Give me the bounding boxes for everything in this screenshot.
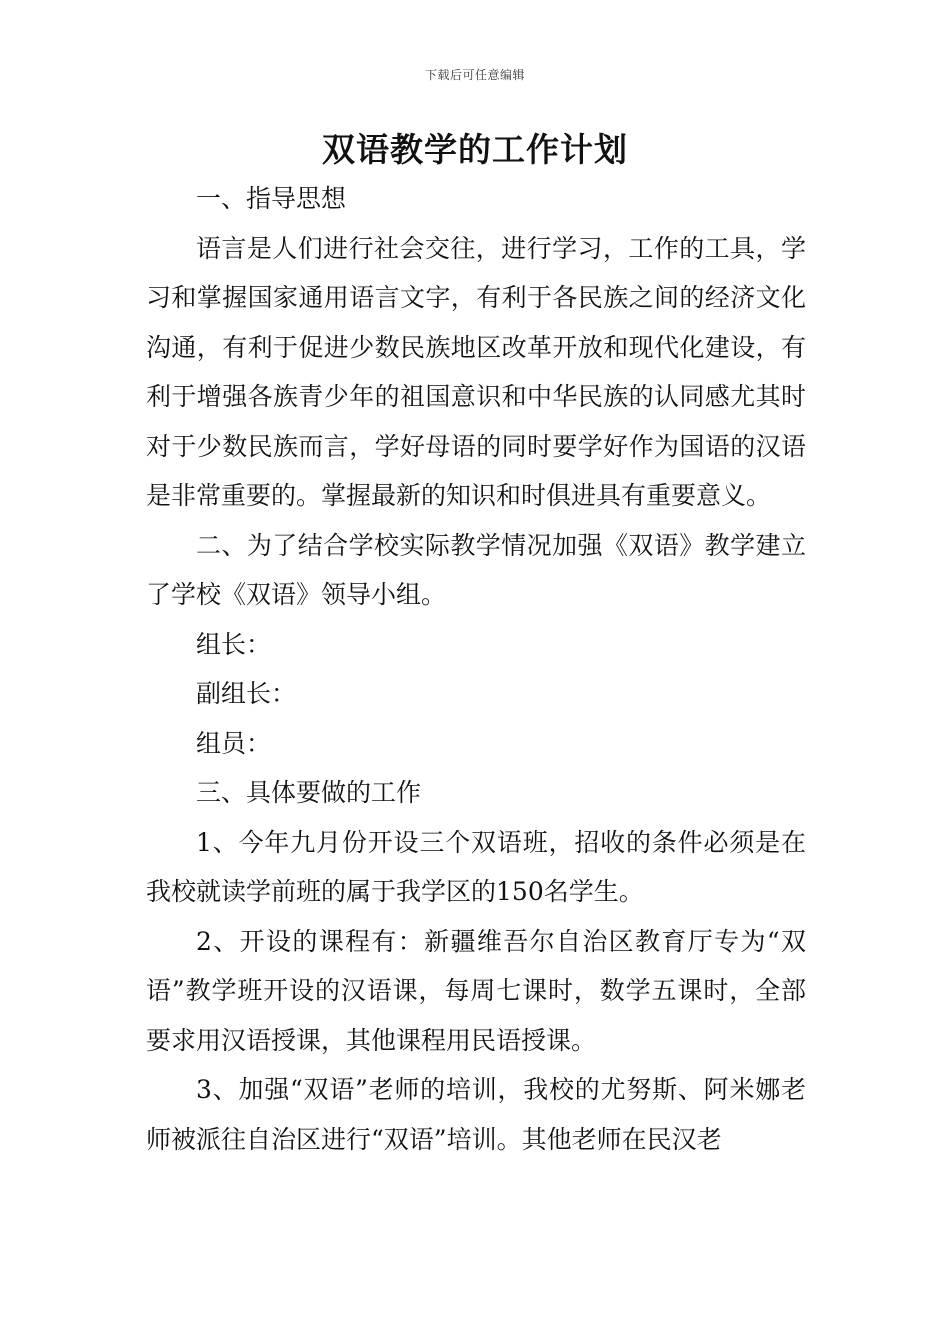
document-title: 双语教学的工作计划	[322, 130, 628, 169]
work-item-1: 1、今年九月份开设三个双语班，招收的条件必须是在我校就读学前班的属于我学区的150名学生。	[146, 827, 806, 906]
section-heading-guiding-thought: 一、指导思想	[196, 184, 347, 213]
group-members-line: 组员：	[196, 728, 272, 758]
section-heading-specific-work: 三、具体要做的工作	[196, 778, 422, 807]
section-heading-leadership-group: 二、为了结合学校实际教学情况加强《双语》教学建立了学校《双语》领导小组。	[146, 530, 806, 609]
document-body	[146, 174, 806, 1164]
header-note: 下载后可任意编辑	[424, 68, 525, 82]
work-item-2: 2、开设的课程有：新疆维吾尔自治区教育厅专为“双语”教学班开设的汉语课，每周七课时，数学五课时，全部要求用汉语授课，其他课程用民语授课。	[146, 926, 806, 1055]
work-item-3: 3、加强“双语”老师的培训，我校的尤努斯、阿米娜老师被派往自治区进行“双语”培训。其他老师在民汉老	[146, 1075, 806, 1154]
deputy-leader-line: 副组长：	[196, 679, 297, 708]
group-leader-line: 组长：	[196, 629, 272, 659]
paragraph-language-importance: 语言是人们进行社会交往，进行学习，工作的工具，学习和掌握国家通用语言文字，有利于各民族之间的经济文化沟通，有利于促进少数民族地区改革开放和现代化建设，有利于增强各族青少年的祖国意识和中华民族的认同感尤其时对于少数民族而言，学好母语的同时要学好作为国语的汉语是非常重要的。掌握最新的知识和时俱进具有重要意义。	[146, 233, 806, 510]
